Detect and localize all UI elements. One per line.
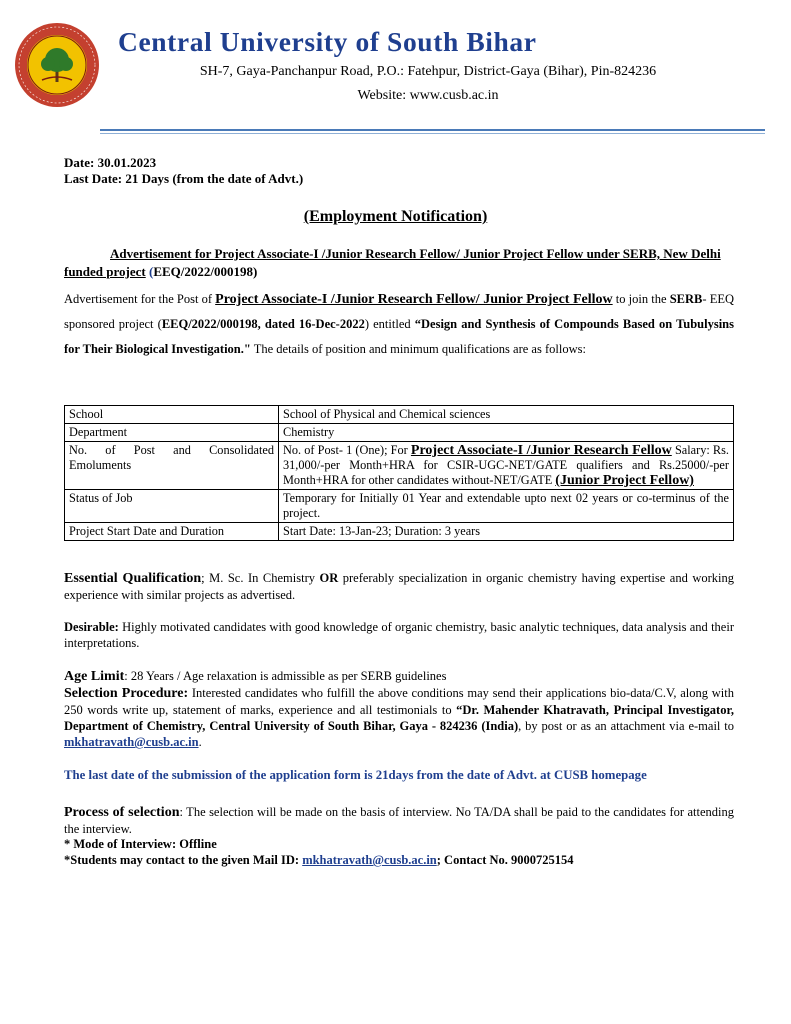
- project-title: “Design and Synthesis of Compounds Based on Tubulysins for Their Biological Investigation.": [64, 317, 735, 356]
- selection-procedure: [64, 685, 734, 750]
- essential-qualification: [64, 570, 734, 603]
- section-label: Selection Procedure:: [64, 686, 189, 701]
- contact-address: “Dr. Mahender Khatravath, Principal Investigator, Department of Chemistry, Central University of South Bihar, Gaya - 824236 (India): [64, 703, 734, 733]
- post-name: Project Associate-I /Junior Research Fellow/ Junior Project Fellow: [215, 292, 613, 307]
- university-name: Central University of South Bihar: [118, 26, 537, 57]
- section-text: : 28 Years / Age relaxation is admissible as per SERB guidelines: [124, 669, 447, 683]
- post-count: No. of Post- 1 (One); For: [283, 443, 411, 457]
- project-reference: EEQ/2022/000198, dated 16-Dec-2022: [161, 317, 365, 331]
- table-label: Project Start Date and Duration: [65, 523, 279, 541]
- header-divider-thin: [100, 133, 765, 134]
- or-label: OR: [319, 571, 339, 585]
- table-value: Chemistry: [279, 424, 734, 442]
- table-label: School: [65, 406, 279, 424]
- section-label: Process of selection: [64, 805, 180, 820]
- table-label: No. of Post and Consolidated Emoluments: [65, 442, 279, 490]
- heading-paren: (: [145, 264, 154, 279]
- contact-line: [64, 852, 734, 868]
- section-text: Highly motivated candidates with good knowledge of organic chemistry, basic analytic techniques, data analysis and their interpretations.: [64, 620, 734, 650]
- page-title: (Employment Notification): [303, 208, 488, 225]
- university-website: Website: www.cusb.ac.in: [357, 88, 499, 103]
- table-row: [65, 442, 734, 490]
- intro-text: Advertisement for the Post of: [64, 292, 216, 306]
- section-label: Desirable:: [64, 620, 119, 634]
- process-of-selection: [64, 804, 734, 837]
- section-text: preferably specialization in organic chemistry having expertise and working experience with similar projects as advertised.: [64, 571, 735, 602]
- email-link[interactable]: mkhatravath@cusb.ac.in: [64, 735, 199, 749]
- age-limit: [64, 668, 734, 685]
- intro-text: to join the: [612, 292, 670, 306]
- university-address: SH-7, Gaya-Panchanpur Road, P.O.: Fatehpur, District-Gaya (Bihar), Pin-824236: [199, 64, 657, 79]
- section-text: ; M. Sc. In Chemistry: [201, 571, 320, 585]
- advertisement-heading: [64, 245, 734, 281]
- table-value: Temporary for Initially 01 Year and extendable upto next 02 years or co-terminus of the project.: [279, 490, 734, 523]
- section-label: Essential Qualification: [64, 571, 202, 586]
- intro-text: ) entitled: [364, 317, 415, 331]
- serb-label: SERB: [669, 292, 703, 306]
- intro-paragraph: [64, 287, 734, 362]
- university-logo: [14, 22, 100, 108]
- contact-number: ; Contact No. 9000725154: [436, 853, 574, 867]
- section-text: Interested candidates who fulfill the above conditions may send their applications bio-data/C.V, along with 250 words write up, statement of marks, experience and all testimonials to: [64, 686, 735, 717]
- notice-date: Date: 30.01.2023: [64, 155, 157, 170]
- table-row: [65, 424, 734, 442]
- last-date: Last Date: 21 Days (from the date of Advt.): [64, 171, 304, 186]
- position-details-table: [64, 405, 734, 541]
- header-divider: [100, 129, 765, 131]
- salary-text: Salary: Rs. 31,000/-per Month+HRA for CSIR-UGC-NET/GATE qualifiers and Rs.25000/-per Month+HRA for other candidates without-NET/GATE: [283, 443, 729, 487]
- table-label: Department: [65, 424, 279, 442]
- section-text: .: [198, 735, 202, 749]
- table-row: [65, 490, 734, 523]
- advertisement-heading-text: Advertisement for Project Associate-I /Junior Research Fellow/ Junior Project Fellow under SERB, New Delhi funded project: [64, 246, 721, 279]
- table-row: [65, 406, 734, 424]
- contact-email-link[interactable]: mkhatravath@cusb.ac.in: [302, 853, 437, 867]
- post-role: Project Associate-I /Junior Research Fellow: [410, 443, 672, 458]
- table-value: School of Physical and Chemical sciences: [279, 406, 734, 424]
- interview-mode: * Mode of Interview: Offline: [64, 837, 217, 851]
- contact-text: *Students may contact to the given Mail ID:: [64, 853, 303, 867]
- table-row: [65, 523, 734, 541]
- section-text: , by post or as an attachment via e-mail to: [518, 719, 735, 733]
- table-value: Start Date: 13-Jan-23; Duration: 3 years: [279, 523, 734, 541]
- project-code: EEQ/2022/000198): [153, 264, 258, 279]
- table-label: Status of Job: [65, 490, 279, 523]
- intro-text: - EEQ sponsored project (: [64, 292, 734, 331]
- submission-deadline-notice: The last date of the submission of the application form is 21days from the date of Advt. at CUSB homepage: [64, 768, 647, 782]
- desirable-section: [64, 619, 734, 651]
- section-label: Age Limit: [64, 669, 125, 684]
- section-text: : The selection will be made on the basis of interview. No TA/DA shall be paid to the candidates for attending the interview.: [64, 805, 734, 836]
- jpf-label: (Junior Project Fellow): [555, 473, 694, 488]
- table-value: [279, 442, 734, 490]
- intro-text: The details of position and minimum qualifications are as follows:: [250, 342, 586, 356]
